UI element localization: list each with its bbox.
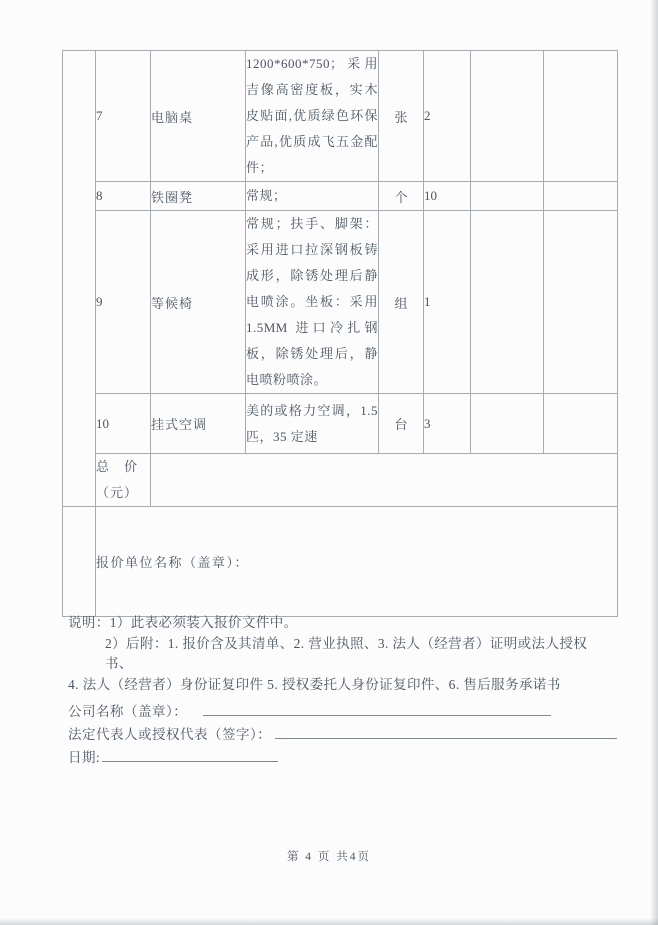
item-spec: 常规； [246, 182, 379, 211]
item-no: 8 [96, 182, 151, 211]
item-unit-price-empty [471, 211, 544, 394]
note-line-2: 2）后附：1. 报价含及其清单、2. 营业执照、3. 法人（经营者）证明或法人授权书、 [105, 635, 588, 671]
total-price-label-line1: 总 价 [96, 459, 139, 474]
total-price-value-empty [151, 454, 618, 507]
notes-section [68, 613, 613, 695]
scan-edge-bottom [0, 918, 658, 925]
date-label: 日期: [68, 750, 101, 765]
quote-unit-seal-label: 报价单位名称（盖章）： [96, 507, 618, 617]
scan-edge-right [650, 0, 658, 925]
table-row [63, 182, 618, 211]
item-amount-empty [544, 182, 618, 211]
item-no: 9 [96, 211, 151, 394]
item-name: 铁圈凳 [151, 182, 246, 211]
item-no: 10 [96, 394, 151, 454]
item-qty: 2 [424, 51, 471, 182]
item-unit: 张 [379, 51, 424, 182]
item-amount-empty [544, 211, 618, 394]
company-name-row [68, 700, 608, 719]
total-price-label-line2: （元） [96, 485, 139, 500]
representative-label: 法定代表人或授权代表（签字）： [68, 727, 272, 742]
note-line-1: 说明：1）此表必须装入报价文件中。 [68, 615, 298, 630]
item-unit: 组 [379, 211, 424, 394]
total-price-row [63, 454, 618, 507]
signature-section [68, 700, 608, 769]
item-name: 等候椅 [151, 211, 246, 394]
item-unit: 台 [379, 394, 424, 454]
item-amount-empty [544, 51, 618, 182]
item-name: 电脑桌 [151, 51, 246, 182]
representative-row [68, 723, 608, 742]
quote-unit-row [63, 507, 618, 617]
quotation-items-table [62, 50, 618, 617]
item-qty: 3 [424, 394, 471, 454]
item-name: 挂式空调 [151, 394, 246, 454]
item-unit-price-empty [471, 51, 544, 182]
category-merged-cell [63, 51, 96, 507]
item-unit-price-empty [471, 182, 544, 211]
total-price-label [96, 454, 151, 507]
note-line-3: 4. 法人（经营者）身份证复印件 5. 授权委托人身份证复印件、6. 售后服务承诺书 [68, 676, 561, 692]
item-unit-price-empty [471, 394, 544, 454]
table-row [63, 211, 618, 394]
item-qty: 10 [424, 182, 471, 211]
item-amount-empty [544, 394, 618, 454]
date-row [68, 746, 608, 765]
item-qty: 1 [424, 211, 471, 394]
item-unit: 个 [379, 182, 424, 211]
date-blank-line [102, 749, 278, 762]
table-row [63, 394, 618, 454]
item-no: 7 [96, 51, 151, 182]
company-name-label: 公司名称（盖章）： [68, 704, 188, 719]
category-cell-bottom [63, 507, 96, 617]
page-number-footer: 第 4 页 共4页 [286, 851, 372, 863]
table-row [63, 51, 618, 182]
item-spec: 1200*600*750；采用吉像高密度板，实木皮贴面,优质绿色环保产品,优质成飞五金配件； [246, 51, 379, 182]
company-name-blank-line [203, 703, 551, 716]
representative-blank-line [275, 726, 617, 739]
item-spec: 常规；扶手、脚架：采用进口拉深钢板铸成形，除锈处理后静电喷涂。坐板：采用 1.5MM 进口冷扎钢板，除锈处理后，静电喷粉喷涂。 [246, 211, 379, 394]
item-spec: 美的或格力空调，1.5匹，35 定速 [246, 394, 379, 454]
